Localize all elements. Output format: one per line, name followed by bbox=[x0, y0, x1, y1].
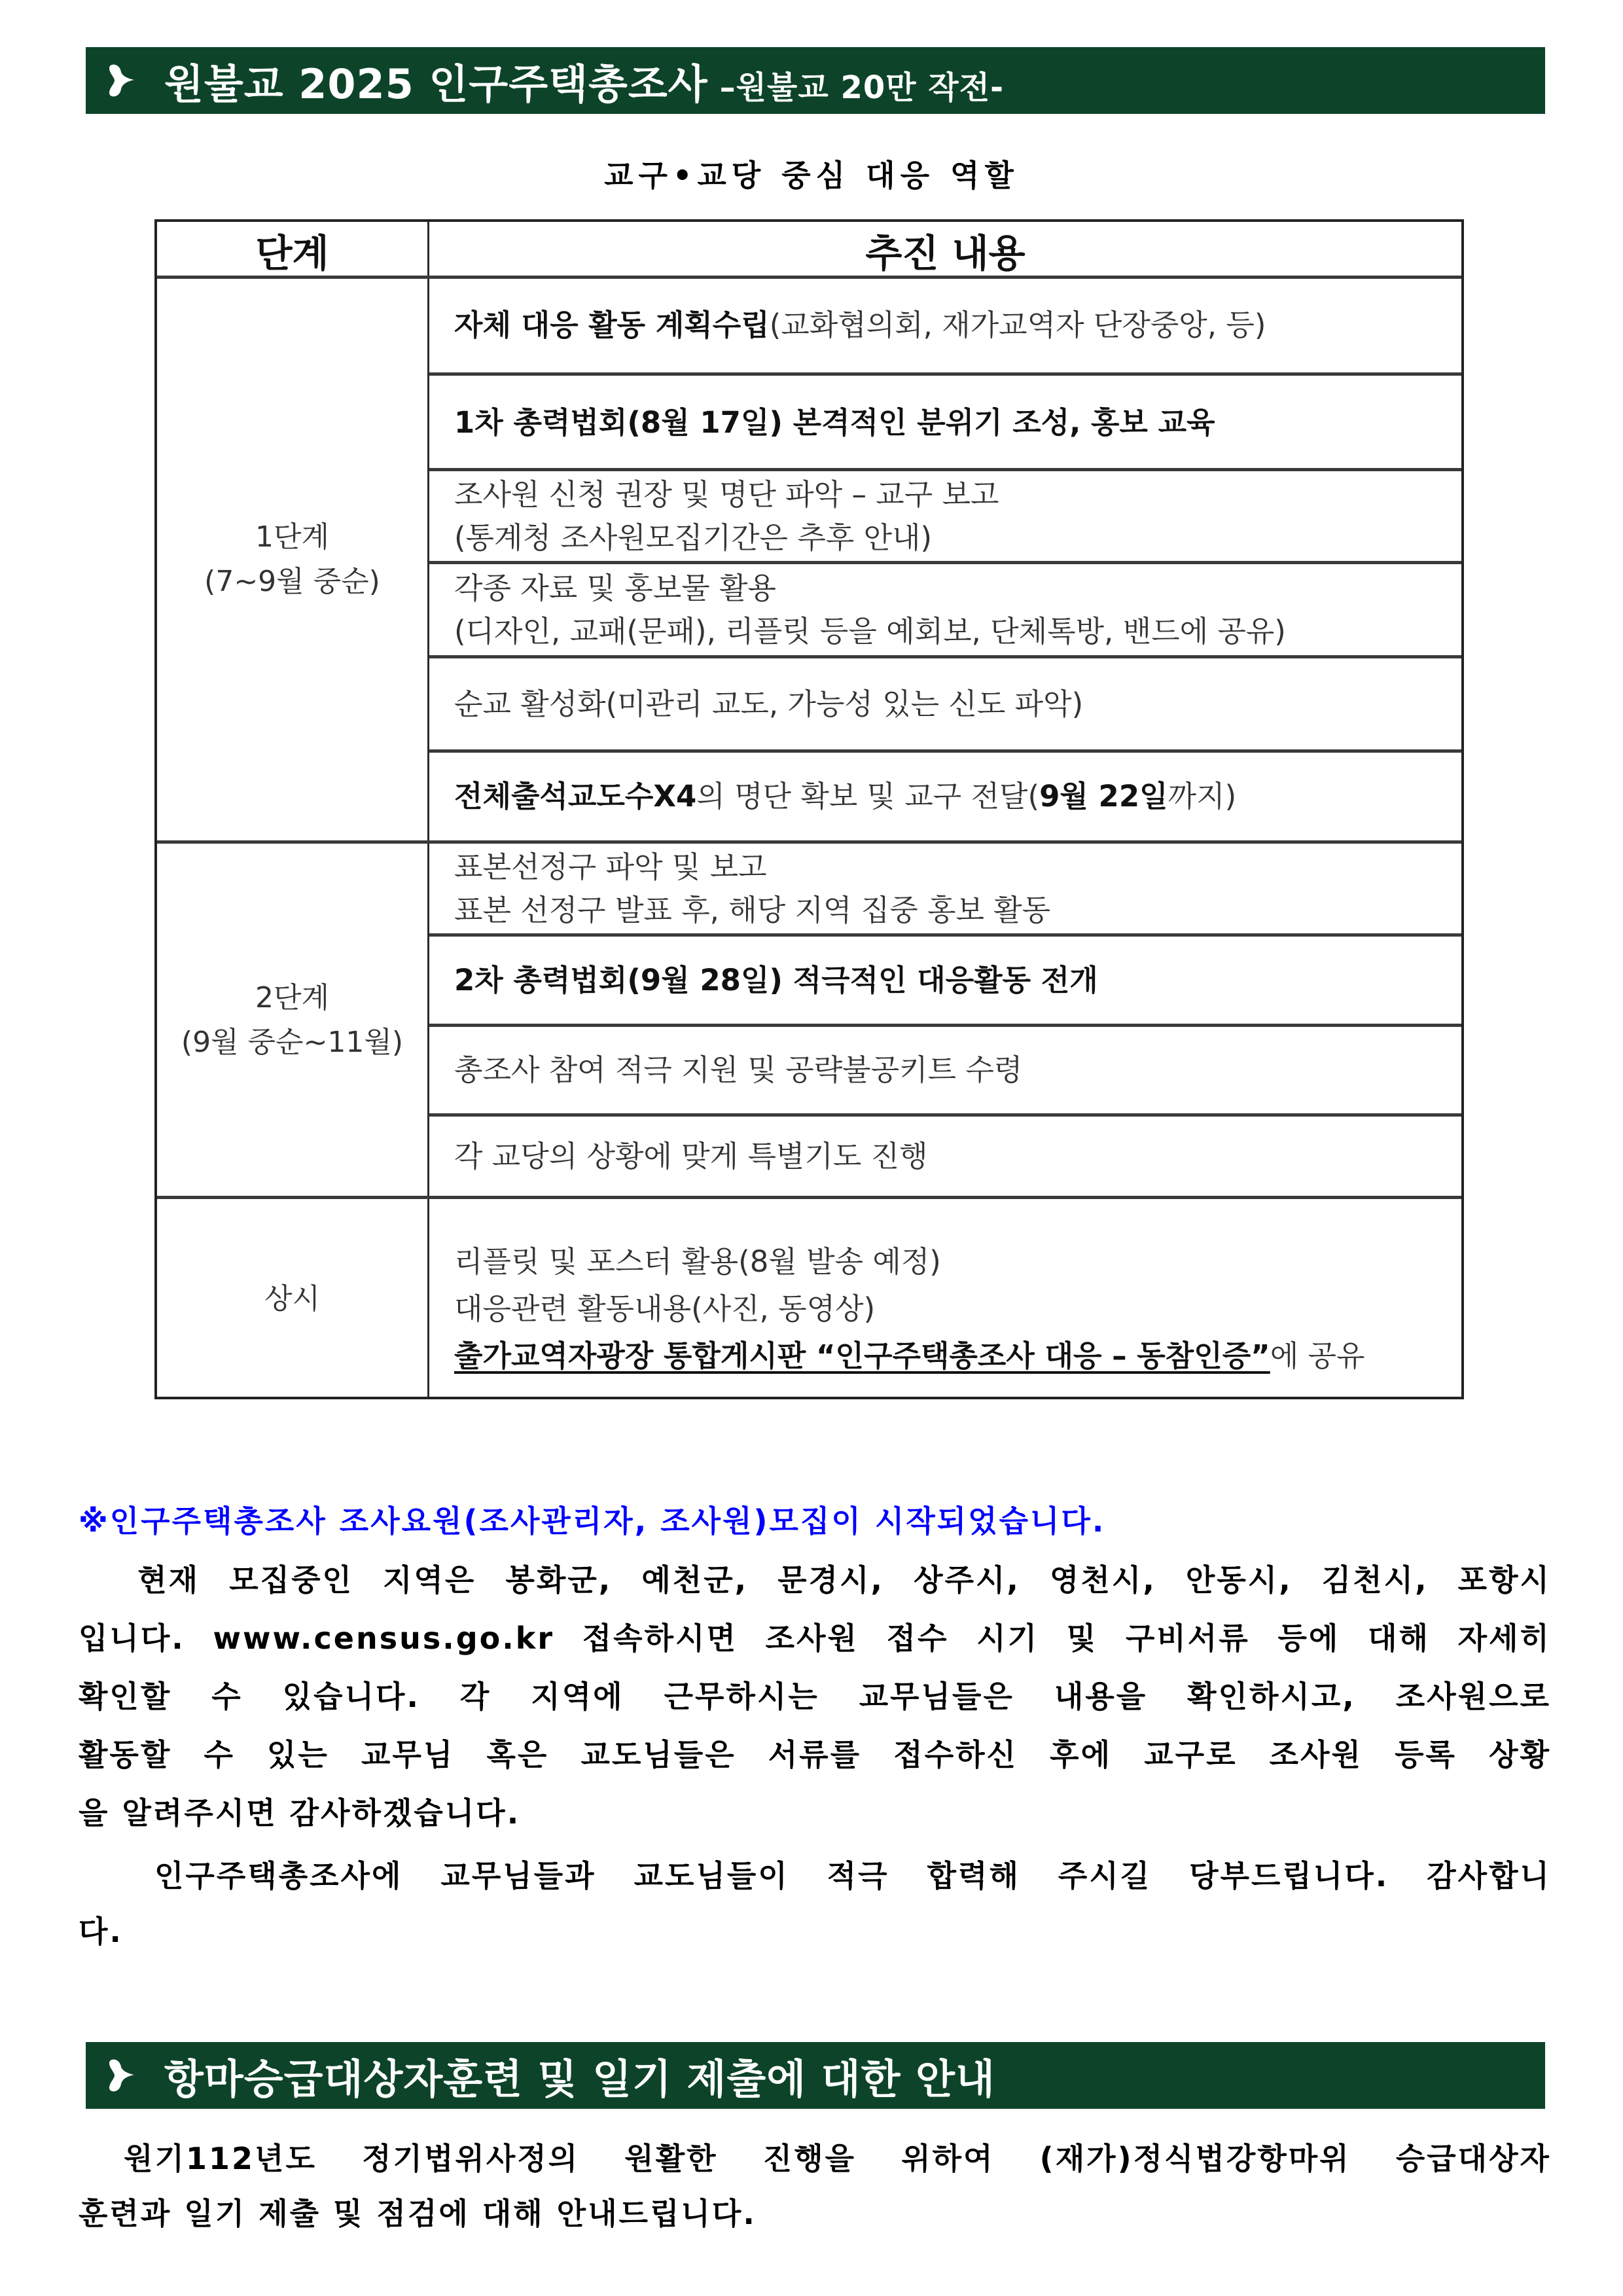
row-bold-text: 2차 총력법회(9월 28일) 적극적인 대응활동 전개 bbox=[454, 962, 1098, 997]
notice-line: 다. bbox=[79, 1914, 123, 1949]
training-line: 원기112년도 정기법위사정의 원활한 진행을 위하여 (재가)정식법강항마위 승급대상자 bbox=[79, 2141, 1551, 2176]
row-text: 리플릿 및 포스터 활용(8월 발송 예정) bbox=[454, 1244, 941, 1279]
row-text: 표본 선정구 발표 후, 해당 지역 집중 홍보 활동 bbox=[454, 892, 1051, 927]
content-row bbox=[429, 278, 1461, 372]
plan-table bbox=[154, 219, 1464, 1399]
row-bold-text: 1차 총력법회(8월 17일) 본격적인 분위기 조성, 홍보 교육 bbox=[454, 404, 1215, 440]
section-title-suffix: –원불교 20만 작전- bbox=[719, 69, 1005, 106]
section-header-training bbox=[86, 2042, 1545, 2109]
notice-line: 인구주택총조사에 교무님들과 교도님들이 적극 합력해 주시길 당부드립니다. 감사합니 bbox=[79, 1858, 1551, 1893]
notice-line: 현재 모집중인 지역은 봉화군, 예천군, 문경시, 상주시, 영천시, 안동시, 김천시, 포항시 bbox=[79, 1562, 1551, 1598]
content-row bbox=[429, 1199, 1461, 1399]
notice-line: 입니다. www.census.go.kr 접속하시면 조사원 접수 시기 및 구비서류 등에 대해 자세히 bbox=[79, 1621, 1551, 1656]
stage-cell-2 bbox=[157, 844, 427, 1197]
content-row bbox=[429, 1117, 1461, 1196]
training-line: 훈련과 일기 제출 및 점검에 대해 안내드립니다. bbox=[79, 2196, 757, 2231]
row-text: 조사원 신청 권장 및 명단 파악 – 교구 보고 bbox=[454, 476, 999, 512]
content-row bbox=[429, 937, 1461, 1024]
row-text: 각종 자료 및 홍보물 활용 bbox=[454, 570, 776, 605]
column-header-stage: 단계 bbox=[255, 230, 329, 276]
heart-bullet-icon bbox=[107, 2059, 135, 2092]
column-header-content: 추진 내용 bbox=[865, 230, 1026, 276]
section-title-main: 원불교 2025 인구주택총조사 bbox=[164, 60, 708, 108]
stage-period: (7~9월 중순) bbox=[204, 565, 380, 598]
row-text: 각 교당의 상황에 맞게 특별기도 진행 bbox=[454, 1138, 928, 1174]
stage-cell-1 bbox=[157, 278, 427, 842]
content-row bbox=[429, 471, 1461, 561]
section-title bbox=[164, 52, 1004, 110]
row-text: (디자인, 교패(문패), 리플릿 등을 예회보, 단체톡방, 밴드에 공유) bbox=[454, 613, 1286, 649]
content-row bbox=[429, 564, 1461, 655]
content-row bbox=[429, 753, 1461, 840]
stage-label: 1단계 bbox=[255, 520, 329, 554]
section-header-census bbox=[86, 47, 1545, 114]
row-text: 대응관련 활동내용(사진, 동영상) bbox=[454, 1291, 876, 1326]
row-bold-text: 전체출석교도수X4 bbox=[454, 779, 697, 814]
notice-headline: ※인구주택총조사 조사요원(조사관리자, 조사원)모집이 시작되었습니다. bbox=[79, 1503, 1106, 1539]
row-text: 총조사 참여 적극 지원 및 공략불공키트 수령 bbox=[454, 1052, 1023, 1087]
row-text: 에 공유 bbox=[1270, 1338, 1365, 1373]
notice-line: 을 알려주시면 감사하겠습니다. bbox=[79, 1795, 521, 1831]
stage-label: 상시 bbox=[264, 1282, 320, 1316]
heart-bullet-icon bbox=[107, 64, 135, 97]
stage-period: (9월 중순~11월) bbox=[181, 1026, 404, 1059]
row-text: (통계청 조사원모집기간은 추후 안내) bbox=[454, 520, 933, 555]
stage-label: 2단계 bbox=[255, 981, 329, 1014]
stage-cell-3 bbox=[157, 1199, 427, 1399]
content-row bbox=[429, 658, 1461, 749]
row-text: 순교 활성화(미관리 교도, 가능성 있는 신도 파악) bbox=[454, 686, 1084, 721]
content-row bbox=[429, 844, 1461, 933]
row-text: 표본선정구 파악 및 보고 bbox=[454, 849, 767, 884]
table-caption: 교구•교당 중심 대응 역할 bbox=[604, 158, 1019, 193]
row-text: 의 명단 확보 및 교구 전달( bbox=[696, 779, 1040, 814]
notice-line: 활동할 수 있는 교무님 혹은 교도님들은 서류를 접수하신 후에 교구로 조사원 등록 상황 bbox=[79, 1737, 1551, 1772]
row-text: (교화협의회, 재가교역자 단장중앙, 등) bbox=[769, 307, 1266, 342]
row-bold-text: 9월 22일 bbox=[1039, 779, 1168, 814]
content-row bbox=[429, 376, 1461, 469]
notice-line: 확인할 수 있습니다. 각 지역에 근무하시는 교무님들은 내용을 확인하시고, 조사원으로 bbox=[79, 1679, 1551, 1714]
section-title: 항마승급대상자훈련 및 일기 제출에 대한 안내 bbox=[164, 2054, 995, 2103]
content-row bbox=[429, 1027, 1461, 1113]
row-bold-text: 자체 대응 활동 계획수립 bbox=[454, 307, 770, 342]
row-text: 까지) bbox=[1168, 779, 1237, 814]
board-link-text: 출가교역자광장 통합게시판 “인구주택총조사 대응 – 동참인증” bbox=[454, 1338, 1270, 1373]
